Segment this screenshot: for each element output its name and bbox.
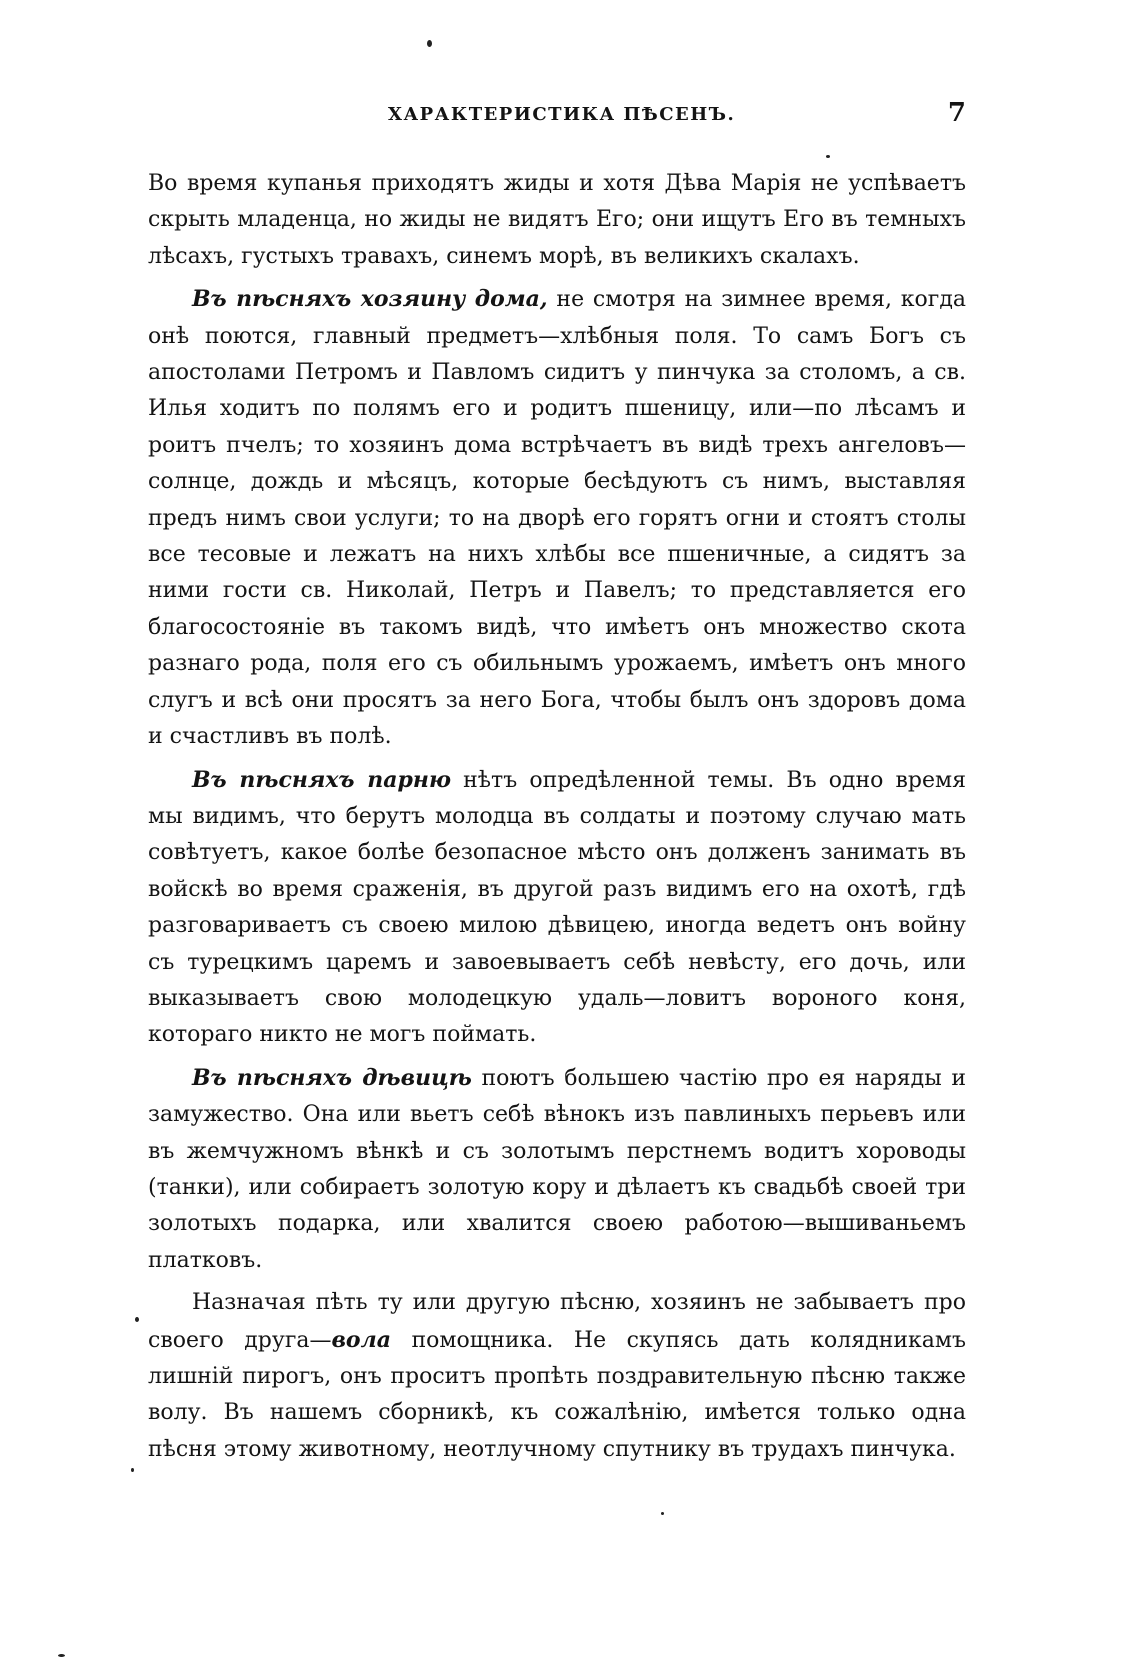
scan-speck — [826, 155, 830, 158]
page-number: 7 — [947, 98, 966, 128]
scan-speck — [661, 1512, 664, 1515]
italic-heading: Въ пѣсняхъ хозяину дома, — [192, 286, 548, 313]
paragraph — [148, 281, 966, 755]
page-header — [148, 98, 966, 134]
text-run: нѣтъ опредѣленной темы. Въ одно время мы видимъ, что берутъ молодца въ солдаты и поэтому случаю мать совѣтуетъ, какое болѣе безопасное мѣсто онъ долженъ занимать въ войскѣ во время сраженія, въ другой разъ видимъ его на охотѣ, гдѣ разговариваетъ съ своею милою дѣвицею, иногда ведетъ онъ войну съ турецкимъ царемъ и завоевываетъ себѣ невѣсту, его дочь, или выказываетъ свою молодецкую удаль—ловитъ вороного коня, котораго никто не могъ поймать. — [148, 767, 966, 1048]
paragraph — [148, 762, 966, 1054]
text-run: поютъ большею частію про ея наряды и замужество. Она или вьетъ себѣ вѣнокъ изъ павлиныхъ перьевъ или въ жемчужномъ вѣнкѣ и съ золотымъ перстнемъ водитъ хороводы (танки), или собираетъ золотую кору и дѣлаетъ къ свадьбѣ своей три золотыхъ подарка, или хвалится своею работою—вышиваньемъ платковъ. — [148, 1065, 966, 1273]
running-title: ХАРАКТЕРИСТИКА ПѢСЕНЪ. — [388, 104, 736, 125]
scan-speck — [135, 1317, 139, 1322]
text-run: Во время купанья приходятъ жиды и хотя Дѣва Марія не успѣваетъ скрыть младенца, но жиды не видятъ Его; они ищутъ Его въ темныхъ лѣсахъ, густыхъ травахъ, синемъ морѣ, въ великихъ скалахъ. — [148, 171, 966, 269]
scan-speck — [58, 1654, 65, 1657]
page-body — [148, 166, 966, 1474]
scan-speck — [131, 1468, 134, 1472]
italic-heading: Въ пѣсняхъ парню — [192, 766, 451, 793]
text-run: помощника. Не скупясь дать колядникамъ лишній пирогъ, онъ проситъ пропѣть поздравительную пѣсню также волу. Въ нашемъ сборникѣ, къ сожалѣнію, имѣется только одна пѣсня этому животному, неотлучному спутнику въ трудахъ пинчука. — [148, 1327, 966, 1462]
scan-speck — [427, 40, 432, 47]
text-run: Назначая пѣть ту или другую пѣсню, хозяинъ не забываетъ про своего друга— — [148, 1290, 966, 1353]
paragraph — [148, 166, 966, 275]
paragraph — [148, 1285, 966, 1468]
italic-heading: Въ пѣсняхъ дѣвицѣ — [192, 1064, 472, 1091]
italic-word: вола — [331, 1326, 391, 1353]
paragraph — [148, 1060, 966, 1279]
text-run: не смотря на зимнее время, когда онѣ поются, главный предметъ—хлѣбныя поля. То самъ Богъ съ апостолами Петромъ и Павломъ сидитъ у пинчука за столомъ, а св. Илья ходитъ по полямъ его и родитъ пшеницу, или—по лѣсамъ и роитъ пчелъ; то хозяинъ дома встрѣчаетъ въ видѣ трехъ ангеловъ—солнце, дождь и мѣсяцъ, которые бесѣдуютъ съ нимъ, выставляя предъ нимъ свои услуги; то на дворѣ его горятъ огни и стоятъ столы все тесовые и лежатъ на нихъ хлѣбы все пшеничные, а сидятъ за ними гости св. Николай, Петръ и Павелъ; то представляется его благосостояніе въ такомъ видѣ, что имѣетъ онъ множество скота разнаго рода, поля его съ обильнымъ урожаемъ, имѣетъ онъ много слугъ и всѣ они просятъ за него Бога, чтобы былъ онъ здоровъ дома и счастливъ въ полѣ. — [148, 287, 966, 750]
